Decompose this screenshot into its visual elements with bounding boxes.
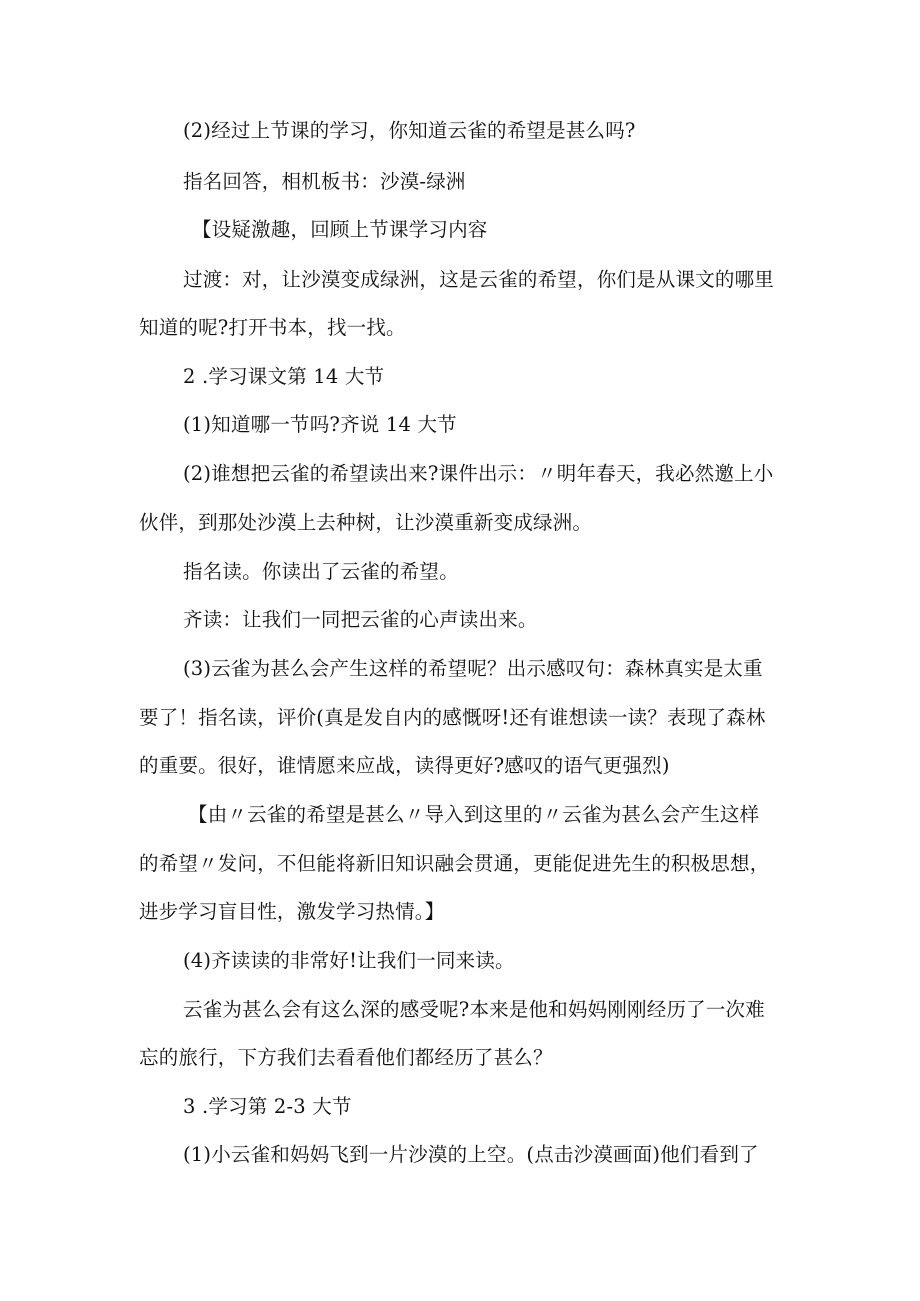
paragraph-line-15: 【由〃云雀的希望是甚么〃导入到这里的〃云雀为甚么会产生这样 (188, 803, 760, 826)
section-heading-2: 2 .学习课文第 14 大节 (183, 365, 385, 388)
paragraph-line-13: 要了！指名读，评价(真是发自内的感慨呀!还有谁想读一读？表现了森林 (139, 706, 766, 729)
paragraph-line-7: (1)知道哪一节吗?齐说 14 大节 (183, 413, 457, 436)
paragraph-line-19: 云雀为甚么会有这么深的感受呢?本来是他和妈妈刚刚经历了一次难 (183, 998, 765, 1021)
paragraph-line-16: 的希望〃发问，不但能将新旧知识融会贯通，更能促进先生的积极思想， (139, 852, 770, 875)
paragraph-line-17: 进步学习盲目性，激发学习热情。】 (139, 900, 445, 923)
paragraph-line-14: 的重要。很好，谁情愿来应战，读得更好?感叹的语气更强烈) (139, 754, 670, 777)
paragraph-line-5: 知道的呢?打开书本，找一找。 (139, 316, 406, 339)
paragraph-line-1: (2)经过上节课的学习，你知道云雀的希望是甚么吗? (183, 119, 636, 142)
paragraph-line-8: (2)谁想把云雀的希望读出来?课件出示：〃明年春天，我必然邀上小 (183, 462, 774, 485)
paragraph-line-2: 指名回答，相机板书：沙漠-绿洲 (183, 170, 466, 193)
paragraph-line-9: 伙伴，到那处沙漠上去种树，让沙漠重新变成绿洲。 (139, 511, 593, 534)
paragraph-line-22: (1)小云雀和妈妈飞到一片沙漠的上空。(点击沙漠画面)他们看到了 (183, 1143, 759, 1166)
section-heading-3: 3 .学习第 2-3 大节 (183, 1095, 352, 1118)
paragraph-line-4: 过渡：对，让沙漠变成绿洲，这是云雀的希望，你们是从课文的哪里 (183, 268, 775, 291)
paragraph-line-11: 齐读：让我们一同把云雀的心声读出来。 (183, 608, 538, 631)
paragraph-line-3: 【设疑激趣，回顾上节课学习内容 (192, 218, 488, 241)
paragraph-line-18: (4)齐读读的非常好!让我们一同来读。 (183, 949, 515, 972)
paragraph-line-12: (3)云雀为甚么会产生这样的希望呢？出示感叹句：森林真实是太重 (183, 657, 763, 680)
paragraph-line-10: 指名读。你读出了云雀的希望。 (183, 560, 459, 583)
paragraph-line-20: 忘的旅行，下方我们去看看他们都经历了甚么？ (139, 1046, 553, 1069)
